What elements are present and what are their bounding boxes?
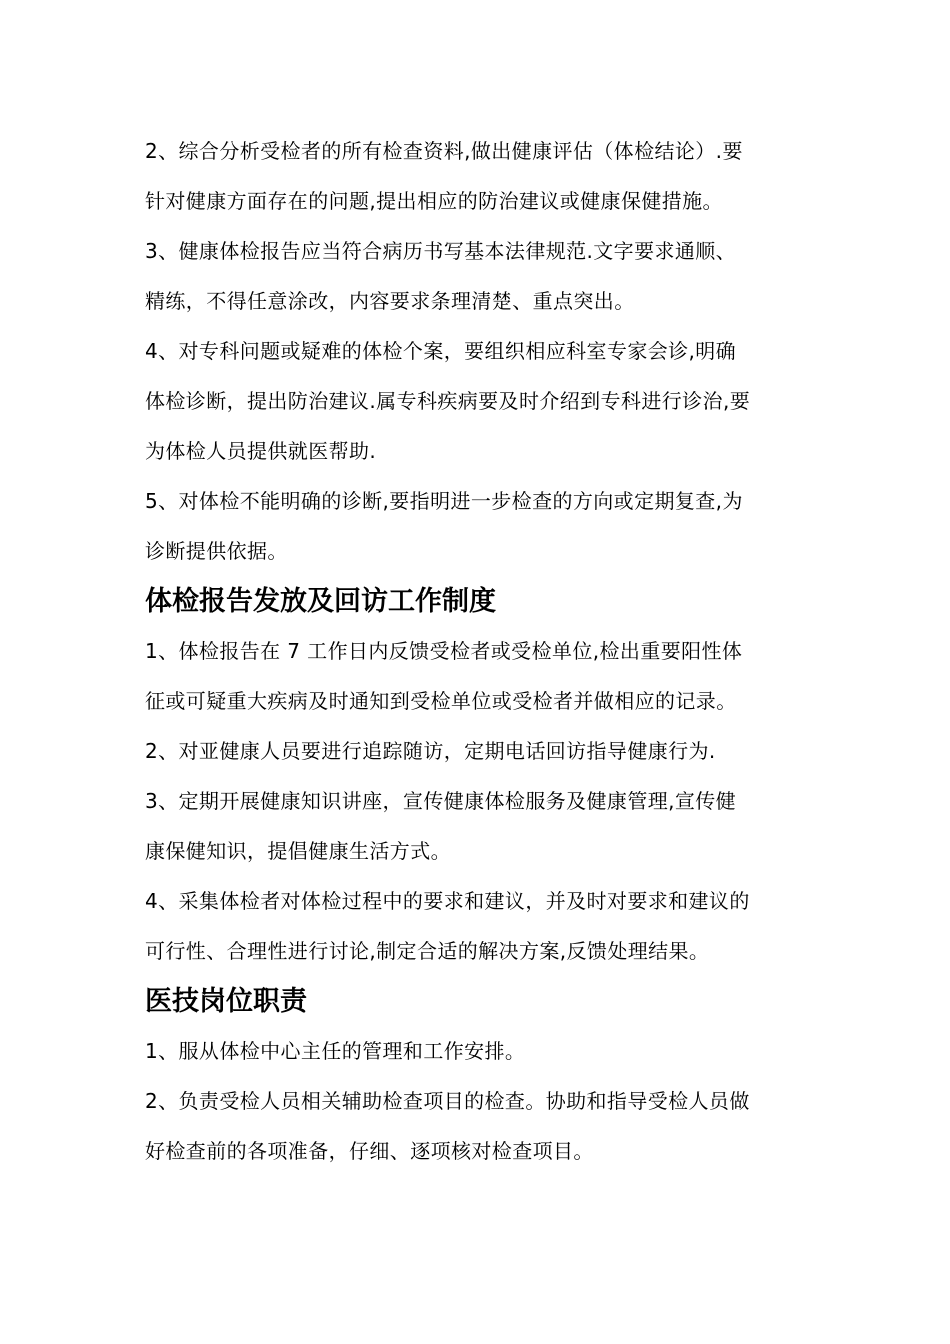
paragraph-line: 4、对专科问题或疑难的体检个案，要组织相应科室专家会诊,明确 bbox=[145, 339, 737, 363]
paragraph-line: 2、负责受检人员相关辅助检查项目的检查。协助和指导受检人员做 bbox=[145, 1089, 750, 1113]
paragraph-item-4 bbox=[145, 876, 815, 976]
paragraph-line: 好检查前的各项准备，仔细、逐项核对检查项目。 bbox=[145, 1139, 594, 1163]
paragraph-line: 征或可疑重大疾病及时通知到受检单位或受检者并做相应的记录。 bbox=[145, 689, 737, 713]
section-medical-tech-duties bbox=[145, 974, 815, 1176]
paragraph-line: 可行性、合理性进行讨论,制定合适的解决方案,反馈处理结果。 bbox=[145, 939, 710, 963]
paragraph-item-3 bbox=[145, 226, 815, 326]
paragraph-item-5 bbox=[145, 476, 815, 576]
paragraph-line: 1、服从体检中心主任的管理和工作安排。 bbox=[145, 1039, 526, 1063]
paragraph-item-2 bbox=[145, 1076, 815, 1176]
paragraph-line: 康保健知识，提倡健康生活方式。 bbox=[145, 839, 451, 863]
paragraph-line: 诊断提供依据。 bbox=[145, 539, 288, 563]
paragraph-line: 4、采集体检者对体检过程中的要求和建议，并及时对要求和建议的 bbox=[145, 889, 750, 913]
paragraph-line: 3、健康体检报告应当符合病历书写基本法律规范.文字要求通顺、 bbox=[145, 239, 737, 263]
paragraph-line: 2、对亚健康人员要进行追踪随访，定期电话回访指导健康行为. bbox=[145, 739, 716, 763]
section-report-distribution bbox=[145, 574, 815, 976]
paragraph-item-1 bbox=[145, 626, 815, 726]
section-heading: 医技岗位职责 bbox=[145, 986, 307, 1017]
paragraph-line: 1、体检报告在 7 工作日内反馈受检者或受检单位,检出重要阳性体 bbox=[145, 639, 743, 663]
paragraph-item-4 bbox=[145, 326, 815, 476]
document-content bbox=[145, 126, 815, 1176]
paragraph-line: 2、综合分析受检者的所有检查资料,做出健康评估（体检结论）.要 bbox=[145, 139, 743, 163]
section-report-requirements bbox=[145, 126, 815, 576]
paragraph-item-2 bbox=[145, 126, 815, 226]
paragraph-line: 针对健康方面存在的问题,提出相应的防治建议或健康保健措施。 bbox=[145, 189, 723, 213]
paragraph-item-3 bbox=[145, 776, 815, 876]
paragraph-line: 5、对体检不能明确的诊断,要指明进一步检查的方向或定期复查,为 bbox=[145, 489, 743, 513]
paragraph-line: 3、定期开展健康知识讲座，宣传健康体检服务及健康管理,宣传健 bbox=[145, 789, 737, 813]
paragraph-item-2 bbox=[145, 726, 815, 776]
paragraph-line: 为体检人员提供就医帮助. bbox=[145, 439, 377, 463]
paragraph-line: 体检诊断，提出防治建议.属专科疾病要及时介绍到专科进行诊治,要 bbox=[145, 389, 751, 413]
section-heading: 体检报告发放及回访工作制度 bbox=[145, 586, 496, 617]
paragraph-item-1 bbox=[145, 1026, 815, 1076]
paragraph-line: 精练，不得任意涂改，内容要求条理清楚、重点突出。 bbox=[145, 289, 635, 313]
